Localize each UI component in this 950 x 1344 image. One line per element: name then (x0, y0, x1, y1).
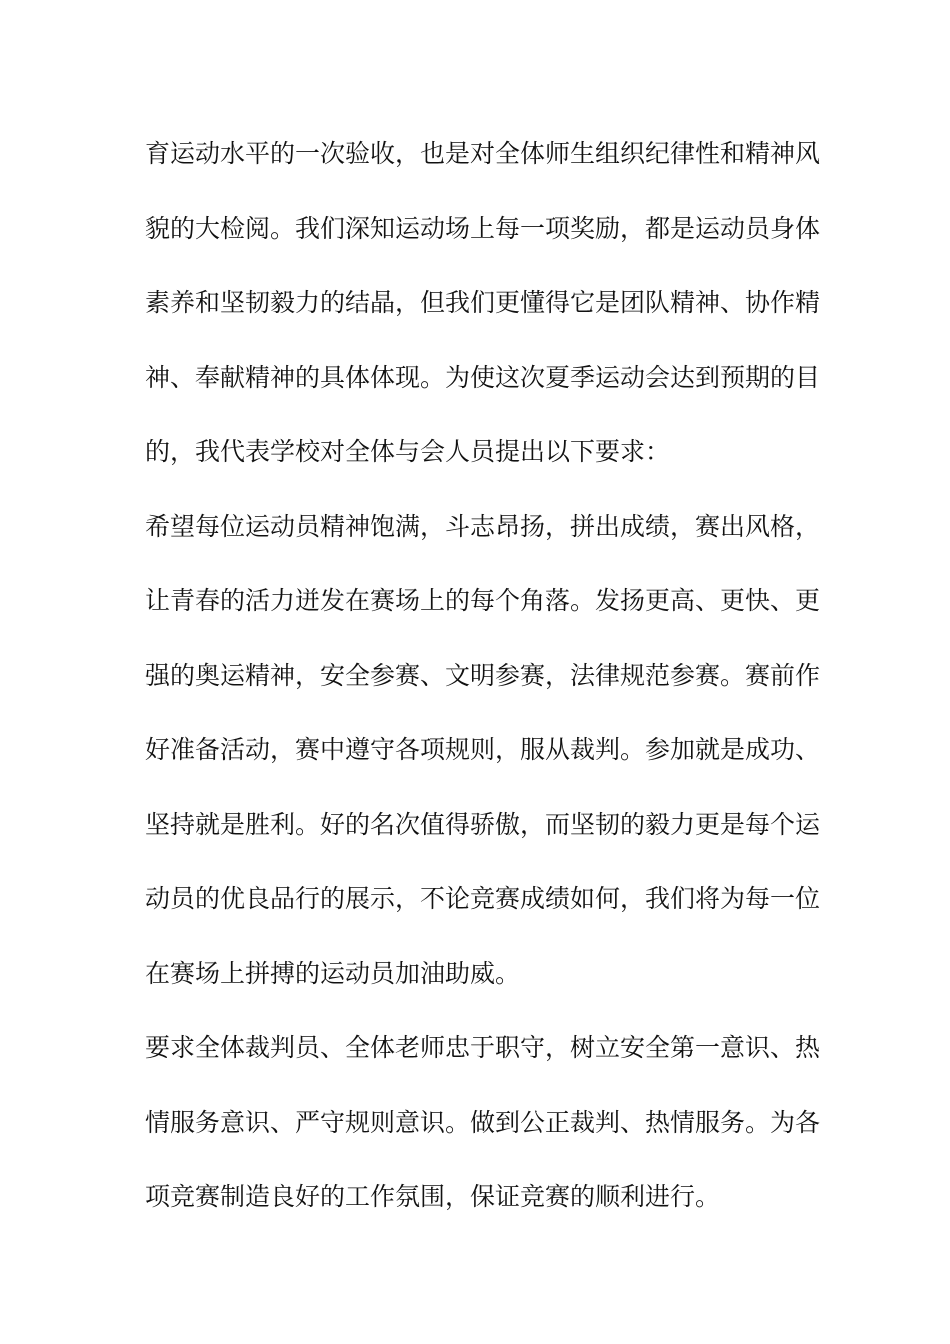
text-line-9: 好准备活动，赛中遵守各项规则，服从裁判。参加就是成功、 (145, 735, 821, 764)
text-line-13: 要求全体裁判员、全体老师忠于职守，树立安全第一意识、热 (145, 1033, 821, 1062)
text-line-4: 神、奉献精神的具体体现。为使这次夏季运动会达到预期的目 (145, 362, 821, 392)
text-line-14: 情服务意识、严守规则意识。做到公正裁判、热情服务。为各 (145, 1107, 821, 1137)
text-line-2: 貌的大检阅。我们深知运动场上每一项奖励，都是运动员身体 (145, 213, 821, 243)
text-line-11: 动员的优良品行的展示，不论竞赛成绩如何，我们将为每一位 (145, 884, 821, 913)
text-line-8: 强的奥运精神，安全参赛、文明参赛，法律规范参赛。赛前作 (145, 660, 821, 690)
text-line-3: 素养和坚韧毅力的结晶，但我们更懂得它是团队精神、协作精 (145, 288, 821, 317)
text-line-7: 让青春的活力迸发在赛场上的每个角落。发扬更高、更快、更 (145, 586, 821, 615)
text-line-10: 坚持就是胜利。好的名次值得骄傲，而坚韧的毅力更是每个运 (145, 809, 821, 839)
text-line-15: 项竞赛制造良好的工作氛围，保证竞赛的顺利进行。 (145, 1182, 721, 1211)
text-line-1: 育运动水平的一次验收，也是对全体师生组织纪律性和精神风 (145, 139, 821, 168)
text-line-6: 希望每位运动员精神饱满，斗志昂扬，拼出成绩，赛出风格， (145, 511, 821, 541)
text-line-5: 的，我代表学校对全体与会人员提出以下要求： (145, 437, 671, 466)
body-text (145, 127, 825, 1245)
text-line-12: 在赛场上拼搏的运动员加油助威。 (145, 958, 521, 988)
